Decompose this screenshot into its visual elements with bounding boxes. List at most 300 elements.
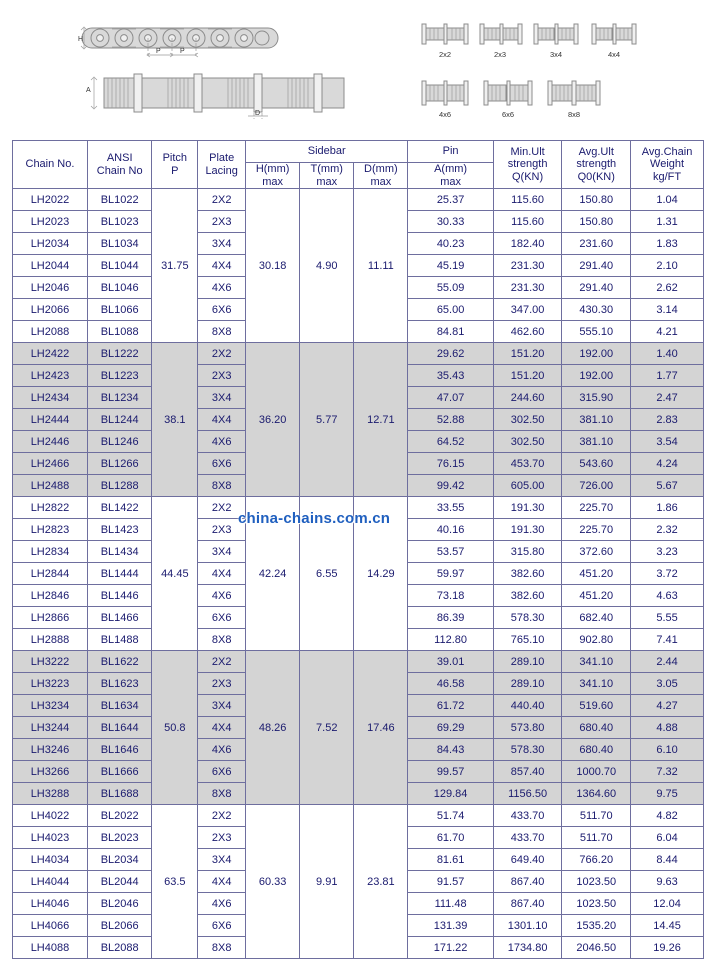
cell-avg-ult-strength: 451.20	[562, 585, 631, 607]
cell-pitch: 44.45	[152, 497, 198, 651]
cell-chain-no: LH2866	[13, 607, 88, 629]
cell-min-ult-strength: 1734.80	[493, 937, 562, 959]
cell-min-ult-strength: 1156.50	[493, 783, 562, 805]
cell-min-ult-strength: 244.60	[493, 387, 562, 409]
cell-avg-ult-strength: 451.20	[562, 563, 631, 585]
cell-ansi-chain-no: BL1444	[87, 563, 152, 585]
cell-plate-lacing: 8X8	[198, 629, 246, 651]
cell-ansi-chain-no: BL2088	[87, 937, 152, 959]
cell-min-ult-strength: 867.40	[493, 871, 562, 893]
dimension-label-p-2: P	[180, 48, 185, 55]
cell-avg-ult-strength: 150.80	[562, 211, 631, 233]
th-plate-lacing	[198, 141, 246, 189]
th-sidebar-t-line1: T(mm)	[310, 163, 343, 175]
cell-avg-chain-weight: 2.62	[631, 277, 704, 299]
cell-avg-chain-weight: 9.75	[631, 783, 704, 805]
cell-pin-a: 52.88	[408, 409, 493, 431]
cell-chain-no: LH2023	[13, 211, 88, 233]
cell-min-ult-strength: 382.60	[493, 585, 562, 607]
cell-min-ult-strength: 347.00	[493, 299, 562, 321]
cell-pin-a: 33.55	[408, 497, 493, 519]
cell-pin-a: 65.00	[408, 299, 493, 321]
cell-avg-ult-strength: 1023.50	[562, 893, 631, 915]
cell-ansi-chain-no: BL1634	[87, 695, 152, 717]
th-avg-chain-weight	[631, 141, 704, 189]
cell-pin-a: 39.01	[408, 651, 493, 673]
cell-plate-lacing: 4X6	[198, 585, 246, 607]
th-avg-weight-line1: Avg.Chain	[641, 145, 693, 158]
th-min-ult-line3: Q(KN)	[512, 170, 544, 183]
cell-pin-a: 61.70	[408, 827, 493, 849]
cell-chain-no: LH2088	[13, 321, 88, 343]
cell-chain-no: LH2888	[13, 629, 88, 651]
cell-pin-a: 86.39	[408, 607, 493, 629]
th-pitch-line2: P	[171, 164, 179, 177]
chain-side-view-drawing	[78, 16, 288, 60]
cell-avg-chain-weight: 4.88	[631, 717, 704, 739]
cell-sidebar-t: 6.55	[300, 497, 354, 651]
cell-plate-lacing: 2X2	[198, 805, 246, 827]
th-pin-a-line2: max	[440, 175, 461, 188]
lacing-caption-6x6: 6x6	[501, 110, 515, 119]
cell-pin-a: 69.29	[408, 717, 493, 739]
cell-min-ult-strength: 605.00	[493, 475, 562, 497]
cell-min-ult-strength: 433.70	[493, 827, 562, 849]
cell-pin-a: 30.33	[408, 211, 493, 233]
cell-pitch: 50.8	[152, 651, 198, 805]
cell-plate-lacing: 3X4	[198, 849, 246, 871]
cell-plate-lacing: 4X4	[198, 717, 246, 739]
cell-chain-no: LH2066	[13, 299, 88, 321]
th-plate-line2: Lacing	[205, 164, 238, 177]
th-avg-ult-line3: Q0(KN)	[577, 170, 615, 183]
cell-chain-no: LH2022	[13, 189, 88, 211]
dimension-label-p-1: P	[156, 48, 161, 55]
th-sidebar-t-line2: max	[316, 175, 338, 188]
cell-plate-lacing: 6X6	[198, 761, 246, 783]
cell-avg-ult-strength: 315.90	[562, 387, 631, 409]
cell-plate-lacing: 2X3	[198, 519, 246, 541]
cell-min-ult-strength: 151.20	[493, 343, 562, 365]
table-header	[13, 141, 704, 189]
cell-plate-lacing: 8X8	[198, 321, 246, 343]
cell-chain-no: LH2423	[13, 365, 88, 387]
cell-chain-no: LH3246	[13, 739, 88, 761]
cell-min-ult-strength: 302.50	[493, 409, 562, 431]
cell-ansi-chain-no: BL1423	[87, 519, 152, 541]
cell-sidebar-h: 42.24	[246, 497, 300, 651]
cell-avg-ult-strength: 682.40	[562, 607, 631, 629]
cell-ansi-chain-no: BL1434	[87, 541, 152, 563]
cell-chain-no: LH2466	[13, 453, 88, 475]
diagram-area	[0, 0, 716, 136]
cell-min-ult-strength: 231.30	[493, 255, 562, 277]
cell-pin-a: 171.22	[408, 937, 493, 959]
cell-pin-a: 51.74	[408, 805, 493, 827]
cell-min-ult-strength: 382.60	[493, 563, 562, 585]
cell-avg-ult-strength: 225.70	[562, 497, 631, 519]
cell-pin-a: 73.18	[408, 585, 493, 607]
cell-min-ult-strength: 115.60	[493, 189, 562, 211]
cell-avg-ult-strength: 192.00	[562, 365, 631, 387]
cell-min-ult-strength: 315.80	[493, 541, 562, 563]
cell-plate-lacing: 2X2	[198, 189, 246, 211]
th-min-ult-strength	[493, 141, 562, 189]
cell-avg-ult-strength: 1535.20	[562, 915, 631, 937]
cell-ansi-chain-no: BL1034	[87, 233, 152, 255]
cell-chain-no: LH4046	[13, 893, 88, 915]
cell-avg-chain-weight: 4.82	[631, 805, 704, 827]
cell-plate-lacing: 8X8	[198, 475, 246, 497]
table-row	[13, 189, 704, 211]
cell-ansi-chain-no: BL1446	[87, 585, 152, 607]
cell-plate-lacing: 3X4	[198, 387, 246, 409]
cell-chain-no: LH4066	[13, 915, 88, 937]
cell-plate-lacing: 3X4	[198, 695, 246, 717]
th-sidebar-group: Sidebar	[246, 141, 408, 163]
th-ansi-line2: Chain No	[96, 164, 143, 177]
cell-avg-ult-strength: 511.70	[562, 827, 631, 849]
cell-chain-no: LH4034	[13, 849, 88, 871]
watermark: china-chains.com.cn	[238, 510, 391, 527]
cell-pin-a: 112.80	[408, 629, 493, 651]
cell-avg-chain-weight: 2.83	[631, 409, 704, 431]
th-avg-weight-line2: Weight	[650, 158, 685, 171]
th-pin-a	[408, 163, 493, 189]
lacing-figure-2x2	[420, 18, 470, 50]
cell-avg-ult-strength: 1364.60	[562, 783, 631, 805]
th-pin-group: Pin	[408, 141, 493, 163]
cell-pin-a: 40.23	[408, 233, 493, 255]
cell-chain-no: LH2034	[13, 233, 88, 255]
th-ansi-line1: ANSI	[106, 152, 133, 164]
cell-avg-chain-weight: 7.32	[631, 761, 704, 783]
cell-ansi-chain-no: BL1022	[87, 189, 152, 211]
header-row-1	[13, 141, 704, 163]
cell-min-ult-strength: 191.30	[493, 497, 562, 519]
cell-avg-ult-strength: 543.60	[562, 453, 631, 475]
cell-plate-lacing: 4X4	[198, 409, 246, 431]
cell-avg-chain-weight: 1.86	[631, 497, 704, 519]
cell-ansi-chain-no: BL1223	[87, 365, 152, 387]
th-ansi-chain-no	[87, 141, 152, 189]
cell-pitch: 38.1	[152, 343, 198, 497]
lacing-caption-3x4: 3x4	[549, 50, 563, 59]
cell-ansi-chain-no: BL2066	[87, 915, 152, 937]
lacing-figure-4x6	[420, 76, 470, 110]
cell-chain-no: LH4088	[13, 937, 88, 959]
cell-min-ult-strength: 302.50	[493, 431, 562, 453]
cell-ansi-chain-no: BL1088	[87, 321, 152, 343]
cell-plate-lacing: 4X4	[198, 255, 246, 277]
cell-avg-ult-strength: 555.10	[562, 321, 631, 343]
cell-sidebar-d: 12.71	[354, 343, 408, 497]
cell-min-ult-strength: 649.40	[493, 849, 562, 871]
cell-ansi-chain-no: BL1244	[87, 409, 152, 431]
table-body	[13, 189, 704, 959]
cell-plate-lacing: 2X3	[198, 827, 246, 849]
cell-avg-ult-strength: 341.10	[562, 651, 631, 673]
cell-avg-ult-strength: 1023.50	[562, 871, 631, 893]
cell-pitch: 63.5	[152, 805, 198, 959]
dimension-label-d: D	[255, 110, 261, 117]
cell-ansi-chain-no: BL1222	[87, 343, 152, 365]
cell-pin-a: 81.61	[408, 849, 493, 871]
cell-avg-ult-strength: 430.30	[562, 299, 631, 321]
cell-pin-a: 40.16	[408, 519, 493, 541]
th-sidebar-t	[300, 163, 354, 189]
cell-pitch: 31.75	[152, 189, 198, 343]
cell-pin-a: 55.09	[408, 277, 493, 299]
cell-pin-a: 29.62	[408, 343, 493, 365]
lacing-caption-8x8: 8x8	[567, 110, 581, 119]
cell-avg-ult-strength: 519.60	[562, 695, 631, 717]
cell-plate-lacing: 2X2	[198, 651, 246, 673]
cell-pin-a: 47.07	[408, 387, 493, 409]
table-row	[13, 497, 704, 519]
cell-avg-ult-strength: 902.80	[562, 629, 631, 651]
cell-avg-ult-strength: 192.00	[562, 343, 631, 365]
cell-plate-lacing: 2X3	[198, 211, 246, 233]
cell-plate-lacing: 4X4	[198, 871, 246, 893]
cell-sidebar-t: 4.90	[300, 189, 354, 343]
cell-ansi-chain-no: BL2023	[87, 827, 152, 849]
th-pitch	[152, 141, 198, 189]
cell-sidebar-t: 9.91	[300, 805, 354, 959]
lacing-caption-2x3: 2x3	[493, 50, 507, 59]
lacing-figure-2x3	[478, 18, 524, 50]
cell-chain-no: LH3244	[13, 717, 88, 739]
th-sidebar-h	[246, 163, 300, 189]
cell-chain-no: LH2488	[13, 475, 88, 497]
cell-avg-ult-strength: 225.70	[562, 519, 631, 541]
cell-chain-no: LH3222	[13, 651, 88, 673]
cell-min-ult-strength: 578.30	[493, 739, 562, 761]
cell-ansi-chain-no: BL1023	[87, 211, 152, 233]
table-row	[13, 805, 704, 827]
cell-avg-ult-strength: 680.40	[562, 739, 631, 761]
cell-avg-chain-weight: 4.24	[631, 453, 704, 475]
cell-sidebar-t: 7.52	[300, 651, 354, 805]
cell-plate-lacing: 3X4	[198, 541, 246, 563]
cell-avg-chain-weight: 1.40	[631, 343, 704, 365]
th-sidebar-h-line2: max	[262, 175, 284, 188]
cell-avg-ult-strength: 2046.50	[562, 937, 631, 959]
cell-plate-lacing: 2X3	[198, 673, 246, 695]
cell-plate-lacing: 4X4	[198, 563, 246, 585]
cell-chain-no: LH2434	[13, 387, 88, 409]
cell-sidebar-d: 14.29	[354, 497, 408, 651]
cell-ansi-chain-no: BL2044	[87, 871, 152, 893]
cell-ansi-chain-no: BL2046	[87, 893, 152, 915]
cell-sidebar-d: 17.46	[354, 651, 408, 805]
cell-plate-lacing: 4X6	[198, 893, 246, 915]
lacing-figure-8x8	[546, 76, 600, 110]
cell-ansi-chain-no: BL1646	[87, 739, 152, 761]
cell-sidebar-h: 36.20	[246, 343, 300, 497]
cell-avg-chain-weight: 9.63	[631, 871, 704, 893]
cell-pin-a: 84.81	[408, 321, 493, 343]
cell-chain-no: LH2446	[13, 431, 88, 453]
cell-ansi-chain-no: BL2022	[87, 805, 152, 827]
cell-plate-lacing: 2X2	[198, 497, 246, 519]
th-min-ult-line1: Min.Ult	[510, 145, 545, 158]
cell-avg-chain-weight: 8.44	[631, 849, 704, 871]
cell-ansi-chain-no: BL1688	[87, 783, 152, 805]
th-sidebar-h-line1: H(mm)	[255, 163, 290, 175]
cell-avg-chain-weight: 7.41	[631, 629, 704, 651]
cell-avg-chain-weight: 1.77	[631, 365, 704, 387]
cell-avg-chain-weight: 5.67	[631, 475, 704, 497]
cell-avg-chain-weight: 4.63	[631, 585, 704, 607]
cell-avg-ult-strength: 381.10	[562, 431, 631, 453]
cell-min-ult-strength: 151.20	[493, 365, 562, 387]
cell-sidebar-h: 48.26	[246, 651, 300, 805]
cell-avg-chain-weight: 14.45	[631, 915, 704, 937]
cell-plate-lacing: 4X6	[198, 431, 246, 453]
cell-ansi-chain-no: BL1246	[87, 431, 152, 453]
cell-min-ult-strength: 867.40	[493, 893, 562, 915]
cell-ansi-chain-no: BL2034	[87, 849, 152, 871]
cell-min-ult-strength: 231.30	[493, 277, 562, 299]
cell-chain-no: LH2823	[13, 519, 88, 541]
cell-plate-lacing: 6X6	[198, 607, 246, 629]
cell-ansi-chain-no: BL1666	[87, 761, 152, 783]
cell-ansi-chain-no: BL1066	[87, 299, 152, 321]
lacing-figure-6x6	[482, 76, 534, 110]
th-plate-line1: Plate	[209, 152, 235, 164]
th-avg-weight-line3: kg/FT	[652, 170, 682, 183]
cell-chain-no: LH2044	[13, 255, 88, 277]
cell-min-ult-strength: 440.40	[493, 695, 562, 717]
cell-pin-a: 59.97	[408, 563, 493, 585]
cell-ansi-chain-no: BL1044	[87, 255, 152, 277]
cell-min-ult-strength: 578.30	[493, 607, 562, 629]
cell-pin-a: 35.43	[408, 365, 493, 387]
cell-avg-chain-weight: 3.05	[631, 673, 704, 695]
cell-ansi-chain-no: BL1046	[87, 277, 152, 299]
cell-avg-ult-strength: 511.70	[562, 805, 631, 827]
cell-ansi-chain-no: BL1488	[87, 629, 152, 651]
th-pin-a-line1: A(mm)	[434, 163, 468, 175]
cell-avg-chain-weight: 6.04	[631, 827, 704, 849]
th-sidebar-d	[354, 163, 408, 189]
cell-avg-chain-weight: 19.26	[631, 937, 704, 959]
cell-chain-no: LH2846	[13, 585, 88, 607]
cell-avg-chain-weight: 6.10	[631, 739, 704, 761]
cell-pin-a: 99.42	[408, 475, 493, 497]
cell-avg-chain-weight: 1.31	[631, 211, 704, 233]
cell-plate-lacing: 6X6	[198, 915, 246, 937]
cell-avg-ult-strength: 291.40	[562, 277, 631, 299]
cell-min-ult-strength: 1301.10	[493, 915, 562, 937]
cell-chain-no: LH4023	[13, 827, 88, 849]
cell-avg-chain-weight: 5.55	[631, 607, 704, 629]
th-avg-ult-line2: strength	[576, 158, 617, 171]
cell-chain-no: LH2444	[13, 409, 88, 431]
chain-spec-table	[12, 140, 704, 959]
cell-chain-no: LH4022	[13, 805, 88, 827]
cell-chain-no: LH2834	[13, 541, 88, 563]
cell-ansi-chain-no: BL1266	[87, 453, 152, 475]
cell-avg-chain-weight: 12.04	[631, 893, 704, 915]
cell-chain-no: LH3266	[13, 761, 88, 783]
cell-ansi-chain-no: BL1623	[87, 673, 152, 695]
cell-plate-lacing: 2X2	[198, 343, 246, 365]
cell-avg-chain-weight: 4.27	[631, 695, 704, 717]
cell-avg-chain-weight: 3.54	[631, 431, 704, 453]
lacing-figure-4x4	[590, 18, 638, 50]
cell-avg-ult-strength: 291.40	[562, 255, 631, 277]
cell-ansi-chain-no: BL1466	[87, 607, 152, 629]
cell-ansi-chain-no: BL1422	[87, 497, 152, 519]
cell-min-ult-strength: 857.40	[493, 761, 562, 783]
dimension-label-a: A	[86, 87, 91, 94]
cell-pin-a: 91.57	[408, 871, 493, 893]
th-avg-ult-line1: Avg.Ult	[578, 145, 614, 158]
dimension-label-h: H	[78, 36, 84, 43]
cell-ansi-chain-no: BL1622	[87, 651, 152, 673]
cell-chain-no: LH4044	[13, 871, 88, 893]
cell-avg-chain-weight: 3.23	[631, 541, 704, 563]
cell-pin-a: 84.43	[408, 739, 493, 761]
cell-avg-ult-strength: 680.40	[562, 717, 631, 739]
cell-avg-ult-strength: 726.00	[562, 475, 631, 497]
cell-sidebar-h: 60.33	[246, 805, 300, 959]
cell-avg-chain-weight: 2.47	[631, 387, 704, 409]
cell-sidebar-d: 11.11	[354, 189, 408, 343]
cell-plate-lacing: 8X8	[198, 783, 246, 805]
lacing-figure-3x4	[532, 18, 580, 50]
cell-sidebar-t: 5.77	[300, 343, 354, 497]
cell-avg-ult-strength: 341.10	[562, 673, 631, 695]
cell-pin-a: 76.15	[408, 453, 493, 475]
cell-pin-a: 131.39	[408, 915, 493, 937]
cell-avg-ult-strength: 1000.70	[562, 761, 631, 783]
cell-min-ult-strength: 765.10	[493, 629, 562, 651]
lacing-caption-4x4: 4x4	[607, 50, 621, 59]
cell-pin-a: 129.84	[408, 783, 493, 805]
cell-min-ult-strength: 433.70	[493, 805, 562, 827]
cell-min-ult-strength: 453.70	[493, 453, 562, 475]
cell-ansi-chain-no: BL1288	[87, 475, 152, 497]
th-min-ult-line2: strength	[507, 158, 548, 171]
th-pitch-line1: Pitch	[162, 152, 188, 164]
cell-avg-chain-weight: 2.32	[631, 519, 704, 541]
cell-sidebar-d: 23.81	[354, 805, 408, 959]
cell-plate-lacing: 4X6	[198, 739, 246, 761]
cell-avg-chain-weight: 2.10	[631, 255, 704, 277]
cell-chain-no: LH3223	[13, 673, 88, 695]
cell-chain-no: LH3234	[13, 695, 88, 717]
cell-min-ult-strength: 182.40	[493, 233, 562, 255]
th-sidebar-d-line1: D(mm)	[364, 163, 398, 175]
cell-min-ult-strength: 115.60	[493, 211, 562, 233]
cell-avg-ult-strength: 150.80	[562, 189, 631, 211]
cell-plate-lacing: 3X4	[198, 233, 246, 255]
cell-pin-a: 64.52	[408, 431, 493, 453]
cell-pin-a: 61.72	[408, 695, 493, 717]
cell-chain-no: LH2844	[13, 563, 88, 585]
cell-pin-a: 111.48	[408, 893, 493, 915]
cell-min-ult-strength: 573.80	[493, 717, 562, 739]
cell-pin-a: 46.58	[408, 673, 493, 695]
cell-avg-chain-weight: 2.44	[631, 651, 704, 673]
cell-avg-chain-weight: 4.21	[631, 321, 704, 343]
cell-min-ult-strength: 289.10	[493, 673, 562, 695]
cell-plate-lacing: 2X3	[198, 365, 246, 387]
cell-pin-a: 45.19	[408, 255, 493, 277]
